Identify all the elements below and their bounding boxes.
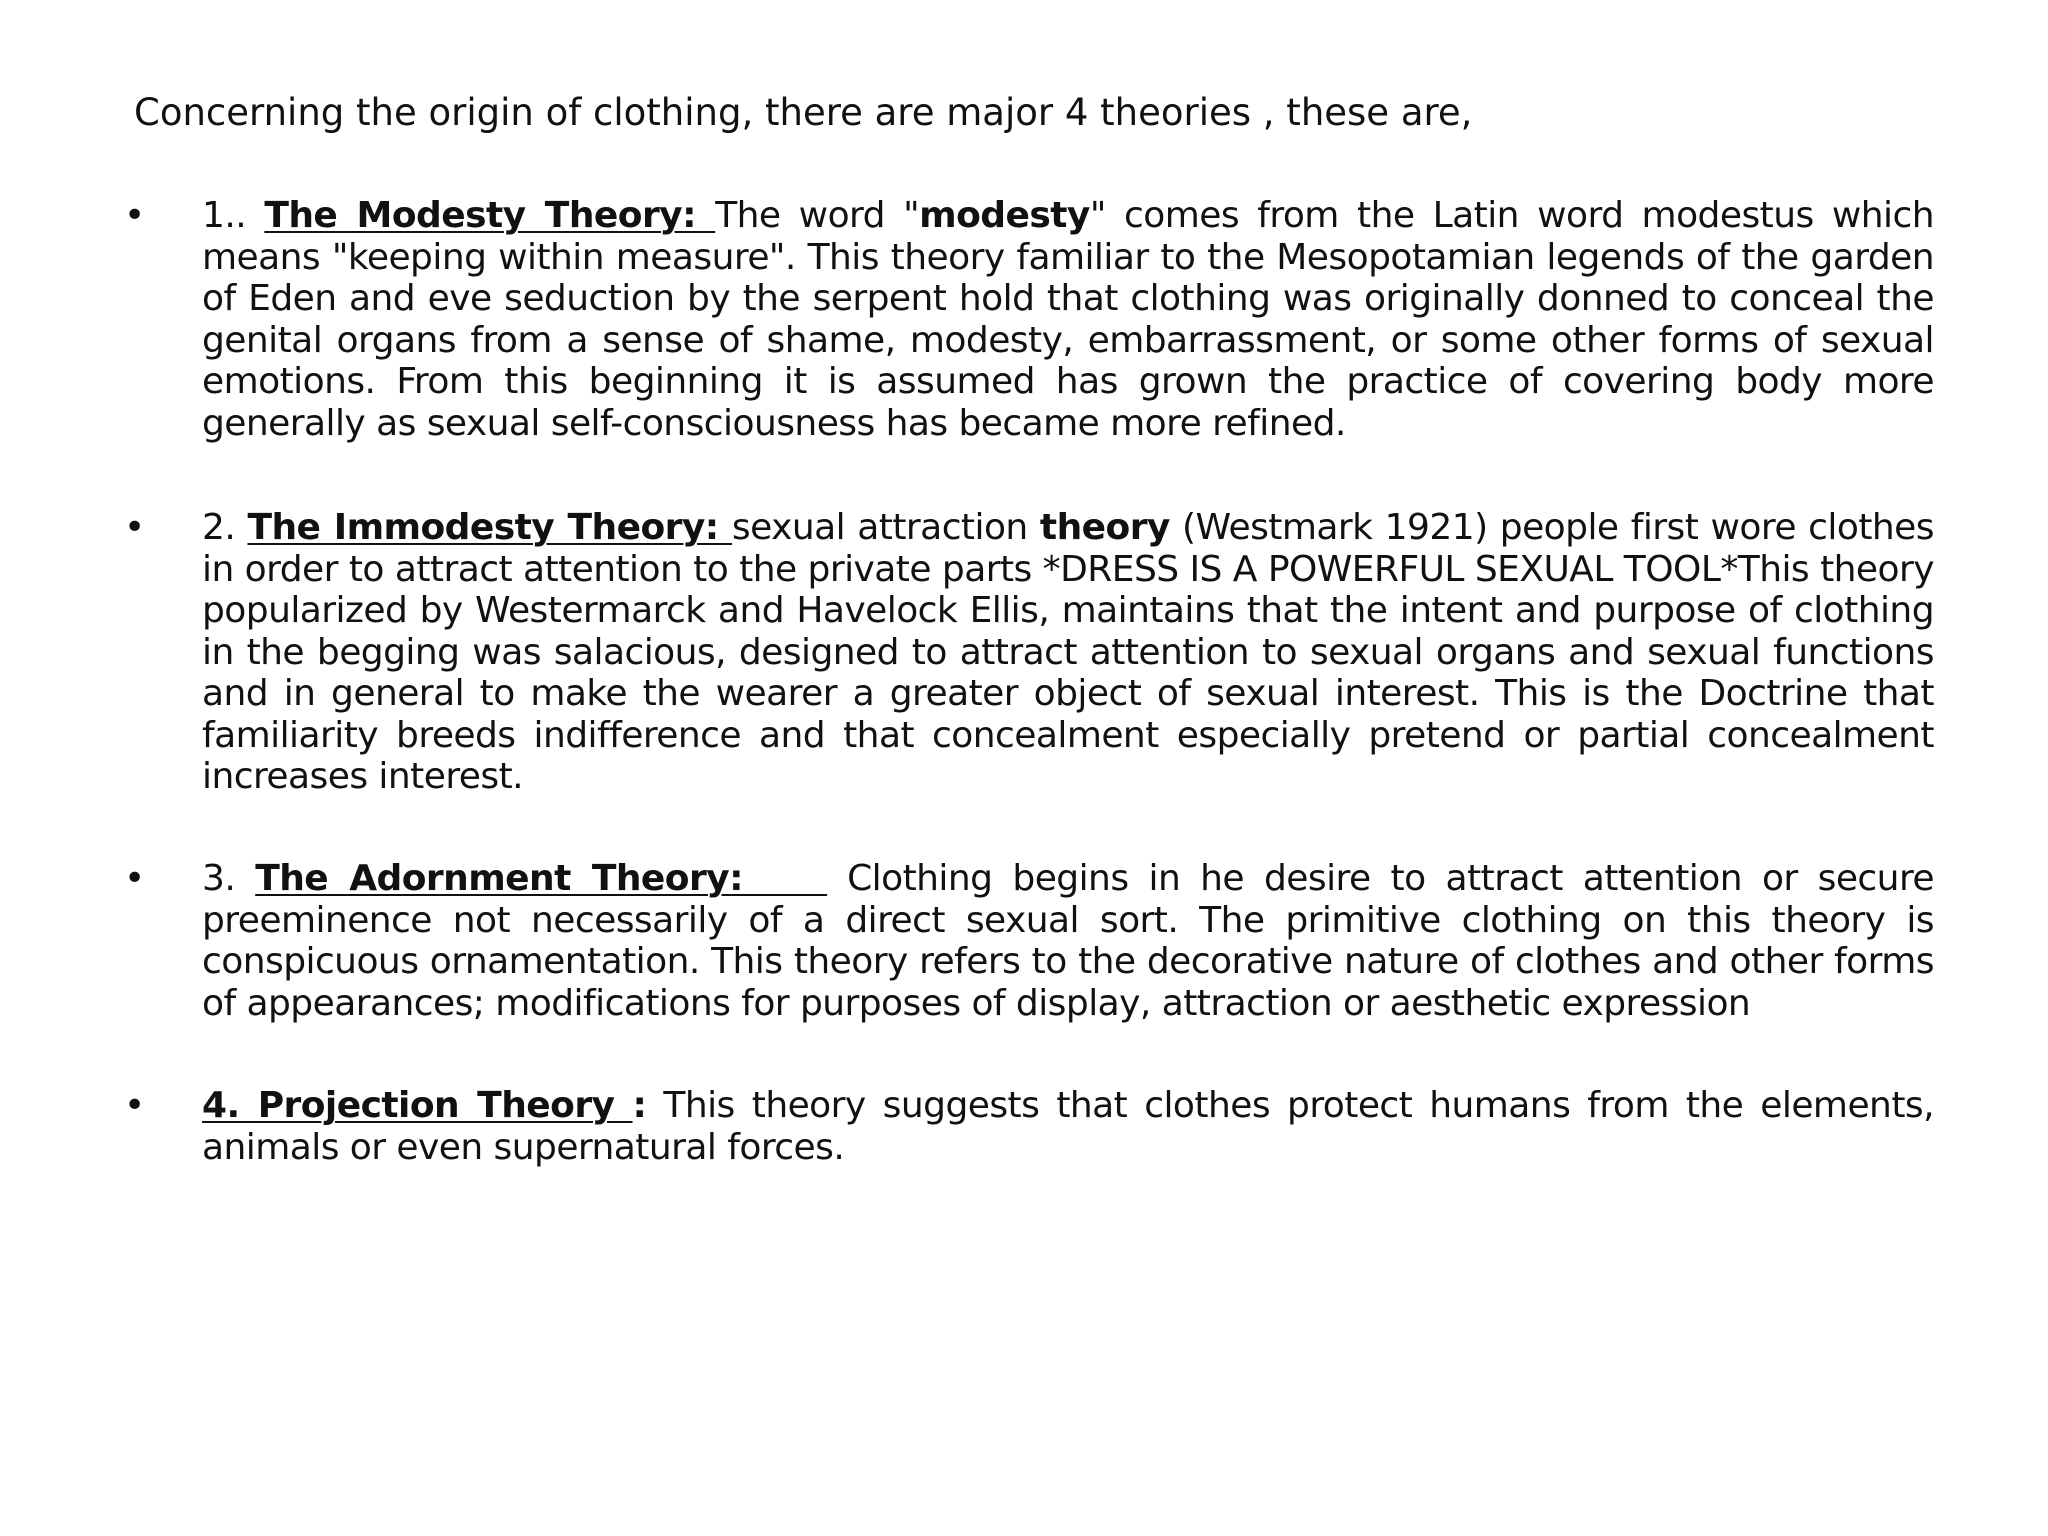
theory-number: 3. — [202, 858, 256, 899]
theory-text: sexual attraction — [731, 507, 1040, 548]
theory-heading: The Immodesty Theory: — [247, 507, 732, 548]
theory-body — [202, 507, 1934, 798]
theory-body — [202, 858, 1934, 1024]
theory-heading: 4. Projection Theory — [202, 1085, 633, 1126]
theory-number: 2. — [202, 507, 248, 548]
theory-heading: The Modesty Theory: — [264, 195, 716, 236]
bullet-marker: • — [124, 858, 146, 899]
theory-heading: The Adornment Theory: — [255, 858, 828, 899]
theory-text: The word " — [715, 195, 920, 236]
bullet-marker: • — [124, 1085, 146, 1126]
theory-text: Clothing begins in he desire to attract attention or secure preeminence not necessarily of a direct sexual sort. The primitive clothing on this theory is conspicuous ornamentation. This theory refers to the decorative nature of clothes and other forms of appearances; modifications for purposes of display, attraction or aesthetic expression — [202, 858, 1934, 1024]
bold-term: theory — [1039, 507, 1170, 548]
theory-text: " comes from the Latin word modestus which means "keeping within measure". This theory familiar to the Mesopotamian legends of the garden of Eden and eve seduction by the serpent hold that clothing was originally donned to conceal the genital organs from a sense of shame, modesty, embarrassment, or some other forms of sexual emotions. From this beginning it is assumed has grown the practice of covering body more generally as sexual self-consciousness has became more refined. — [202, 195, 1934, 444]
intro-text: Concerning the origin of clothing, there are major 4 theories , these are, — [134, 91, 1473, 134]
theory-body — [202, 195, 1934, 444]
bullet-marker: • — [124, 507, 146, 548]
bullet-marker: • — [124, 195, 146, 236]
theory-number: 1.. — [202, 195, 265, 236]
theory-text: This theory suggests that clothes protect humans from the elements, animals or even supernatural forces. — [202, 1085, 1934, 1168]
theory-text: (Westmark 1921) people first wore clothes in order to attract attention to the private parts *DRESS IS A POWERFUL SEXUAL TOOL*This theory popularized by Westermarck and Havelock Ellis, maintains that the intent and purpose of clothing in the begging was salacious, designed to attract attention to sexual organs and sexual functions and in general to make the wearer a greater object of sexual interest. This is the Doctrine that familiarity breeds indifference and that concealment especially pretend or partial concealment increases interest. — [202, 507, 1934, 797]
bold-term: modesty — [919, 195, 1090, 236]
bold-term: : — [632, 1085, 647, 1126]
theory-body — [202, 1085, 1934, 1168]
